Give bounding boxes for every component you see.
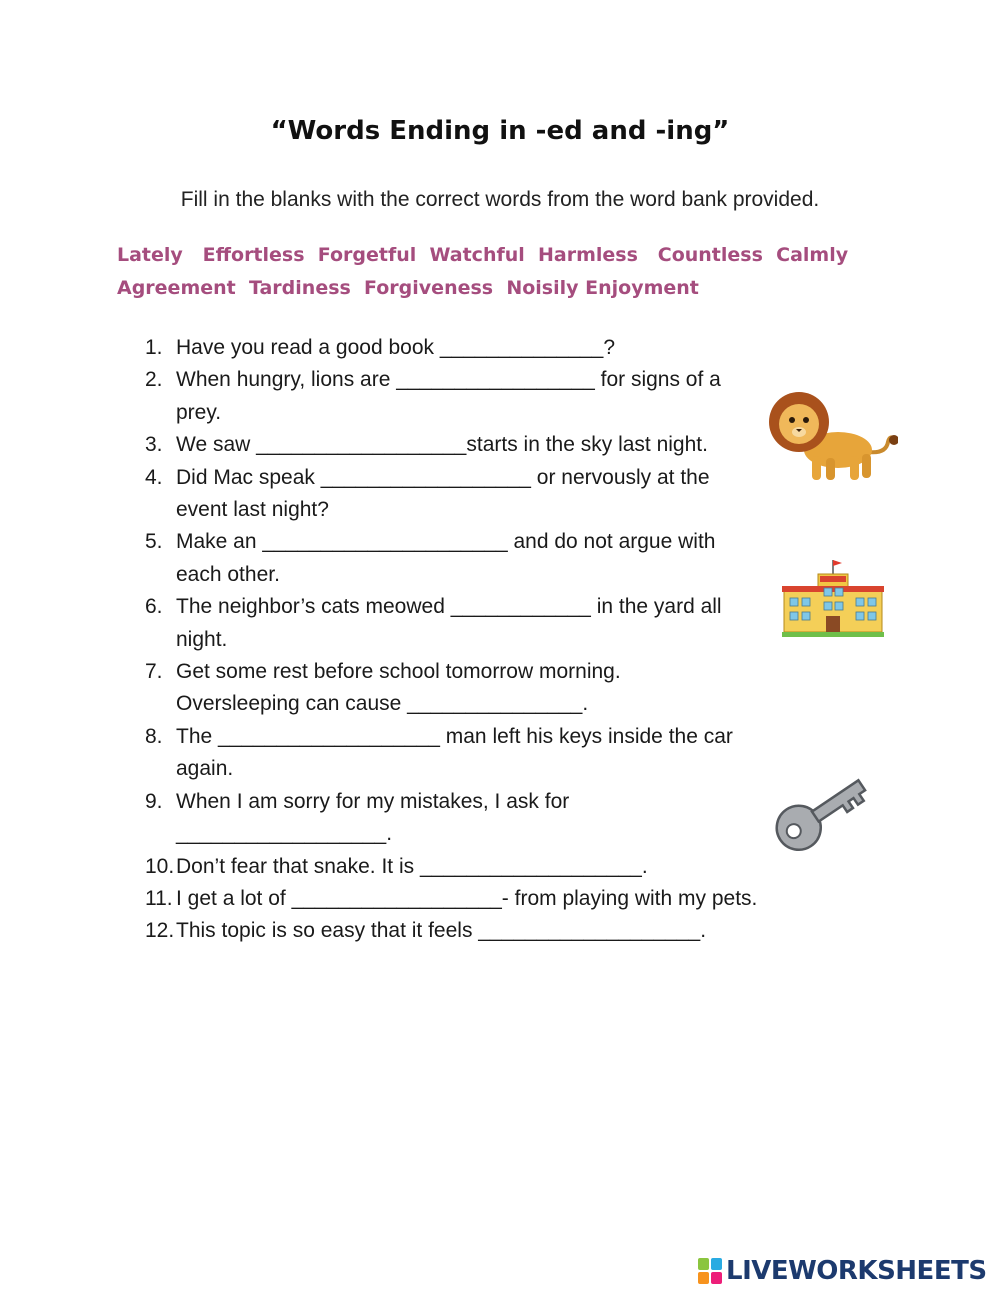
question-item: [145, 786, 785, 851]
question-text: Did Mac speak __________________ or nervously at the event last night?: [176, 465, 710, 522]
question-item: [145, 591, 785, 656]
question-item: [145, 429, 785, 461]
question-text: When hungry, lions are _________________ for signs of a prey.: [176, 368, 721, 424]
instructions: Fill in the blanks with the correct words from the word bank provided.: [180, 188, 820, 211]
key-icon: [765, 765, 875, 857]
question-text: Make an _____________________ and do not argue with each other.: [176, 530, 716, 586]
question-number: 8.: [145, 724, 163, 748]
brand-logo-icon: [698, 1258, 722, 1284]
question-number: 9.: [145, 789, 163, 813]
question-text: The ___________________ man left his keys inside the car again.: [176, 724, 733, 781]
question-item: [145, 721, 785, 786]
question-text: Don’t fear that snake. It is ___________________.: [176, 854, 648, 878]
question-number: 11.: [145, 886, 173, 910]
question-item: [145, 656, 785, 721]
question-number: 5.: [145, 530, 163, 554]
question-text: The neighbor’s cats meowed ____________ in the yard all night.: [176, 595, 722, 651]
question-item: [145, 851, 785, 883]
question-item: [145, 915, 785, 947]
question-number: 2.: [145, 368, 163, 392]
question-text: When I am sorry for my mistakes, I ask for __________________.: [176, 789, 570, 846]
question-number: 3.: [145, 433, 163, 457]
question-text: This topic is so easy that it feels ___________________.: [176, 919, 707, 943]
question-number: 10.: [145, 854, 175, 878]
worksheet-title: “Words Ending in -ed and -ing”: [270, 116, 730, 146]
question-list: [145, 332, 785, 948]
lion-icon: [768, 384, 898, 484]
word-bank-line-1: Lately Effortless Forgetful Watchful Harmless Countless Calmly: [117, 244, 849, 266]
question-item: [145, 332, 785, 364]
question-item: [145, 883, 785, 915]
question-text: Have you read a good book ______________?: [176, 336, 616, 359]
question-text: We saw __________________starts in the sky last night.: [176, 433, 708, 457]
word-bank-line-2: Agreement Tardiness Forgiveness Noisily Enjoyment: [117, 277, 699, 299]
question-text: I get a lot of __________________- from playing with my pets.: [176, 886, 758, 910]
question-number: 4.: [145, 465, 163, 489]
question-text: Get some rest before school tomorrow morning. Oversleeping can cause _______________.: [176, 660, 621, 716]
question-item: [145, 526, 785, 591]
question-number: 1.: [145, 336, 163, 359]
question-number: 12.: [145, 919, 175, 943]
school-building-icon: [782, 558, 884, 638]
brand-name: LIVEWORKSHEETS: [726, 1256, 987, 1286]
question-item: [145, 462, 785, 527]
question-number: 7.: [145, 660, 163, 684]
liveworksheets-logo: [698, 1256, 987, 1286]
question-number: 6.: [145, 595, 163, 619]
question-item: [145, 364, 785, 429]
